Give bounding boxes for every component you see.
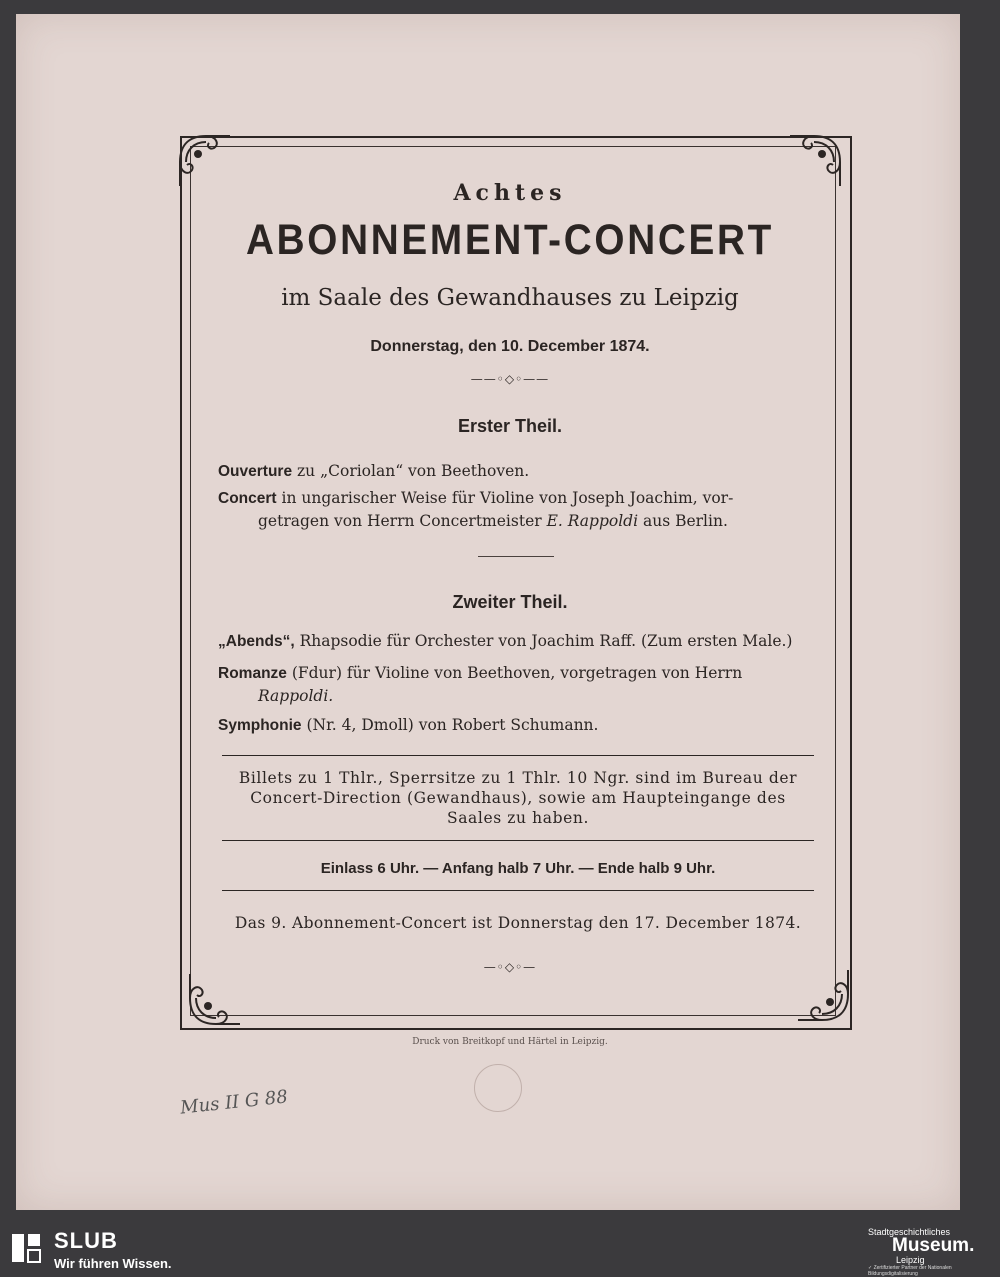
divider (478, 556, 554, 557)
divider (222, 890, 814, 891)
partner-note: ✓ Zertifizierter Partner der Nationalen Bildungsdigitalisierung (868, 1265, 952, 1277)
program-item-keyword: Romanze (218, 665, 287, 682)
library-name[interactable]: SLUB (54, 1228, 118, 1253)
scroll-ornament-icon (186, 972, 242, 1028)
next-concert-note: Das 9. Abonnement-Concert ist Donnerstag den 17. December 1874. (234, 914, 802, 932)
section-heading-part2: Zweiter Theil. (452, 592, 568, 612)
divider-ornament: —◦◇◦— (483, 960, 537, 974)
program-item-keyword: „Abends“, (218, 633, 295, 650)
program-item-text: (Nr. 4, Dmoll) von Robert Schumann. (301, 716, 599, 734)
program-item-text: zu „Coriolan“ von Beethoven. (292, 462, 530, 480)
ticket-info: Billets zu 1 Thlr., Sperrsitze zu 1 Thlr. 10 Ngr. sind im Bureau der Concert-Direction (Gewandhaus), sowie am Haupteingange des Saales zu haben. (238, 769, 798, 827)
scroll-ornament-icon (796, 968, 852, 1024)
program-item-keyword: Ouverture (218, 463, 293, 480)
section-heading-part1: Erster Theil. (457, 416, 563, 436)
program-item-keyword: Concert (218, 490, 277, 507)
program-item (218, 630, 818, 653)
program-item (218, 714, 818, 737)
program-item (218, 487, 818, 533)
program-item-text: Rhapsodie für Orchester von Joachim Raff. (Zum ersten Male.) (294, 632, 793, 650)
library-tagline: Wir führen Wissen. (54, 1256, 172, 1271)
partner-city: Leipzig (896, 1255, 925, 1265)
program-item-keyword: Symphonie (218, 717, 302, 734)
partner-label: Stadtgeschichtliches (868, 1227, 951, 1237)
slub-logo-icon[interactable] (10, 1232, 42, 1264)
performer-name: Rappoldi. (258, 687, 334, 705)
divider-ornament: ——◦◇◦—— (470, 372, 550, 386)
page-title: ABONNEMENT-CONCERT (245, 216, 775, 264)
divider (222, 755, 814, 756)
program-item (218, 460, 818, 483)
concert-date: Donnerstag, den 10. December 1874. (370, 338, 650, 355)
shelfmark: Mus II G 88 (179, 1086, 289, 1119)
program-item-continuation (218, 510, 818, 533)
program-item-text: getragen von Herrn Concertmeister (258, 512, 547, 530)
ordinal-heading: Achtes (453, 180, 567, 206)
program-item-text: in ungarischer Weise für Violine von Joseph Joachim, vor- (276, 489, 734, 507)
partner-name[interactable]: Museum. (892, 1235, 975, 1256)
program-item-text: aus Berlin. (638, 512, 728, 530)
divider (222, 840, 814, 841)
border-frame-inner (190, 146, 836, 1016)
performer-name: E. Rappoldi (546, 512, 639, 530)
printer-imprint: Druck von Breitkopf und Härtel in Leipzig. (412, 1037, 608, 1047)
program-item (218, 662, 818, 708)
venue-line: im Saale des Gewandhauses zu Leipzig (281, 285, 739, 311)
blind-stamp (474, 1064, 522, 1112)
program-item-text: (Fdur) für Violine von Beethoven, vorgetragen von Herrn (286, 664, 743, 682)
time-info: Einlass 6 Uhr. — Anfang halb 7 Uhr. — Ende halb 9 Uhr. (320, 860, 716, 877)
